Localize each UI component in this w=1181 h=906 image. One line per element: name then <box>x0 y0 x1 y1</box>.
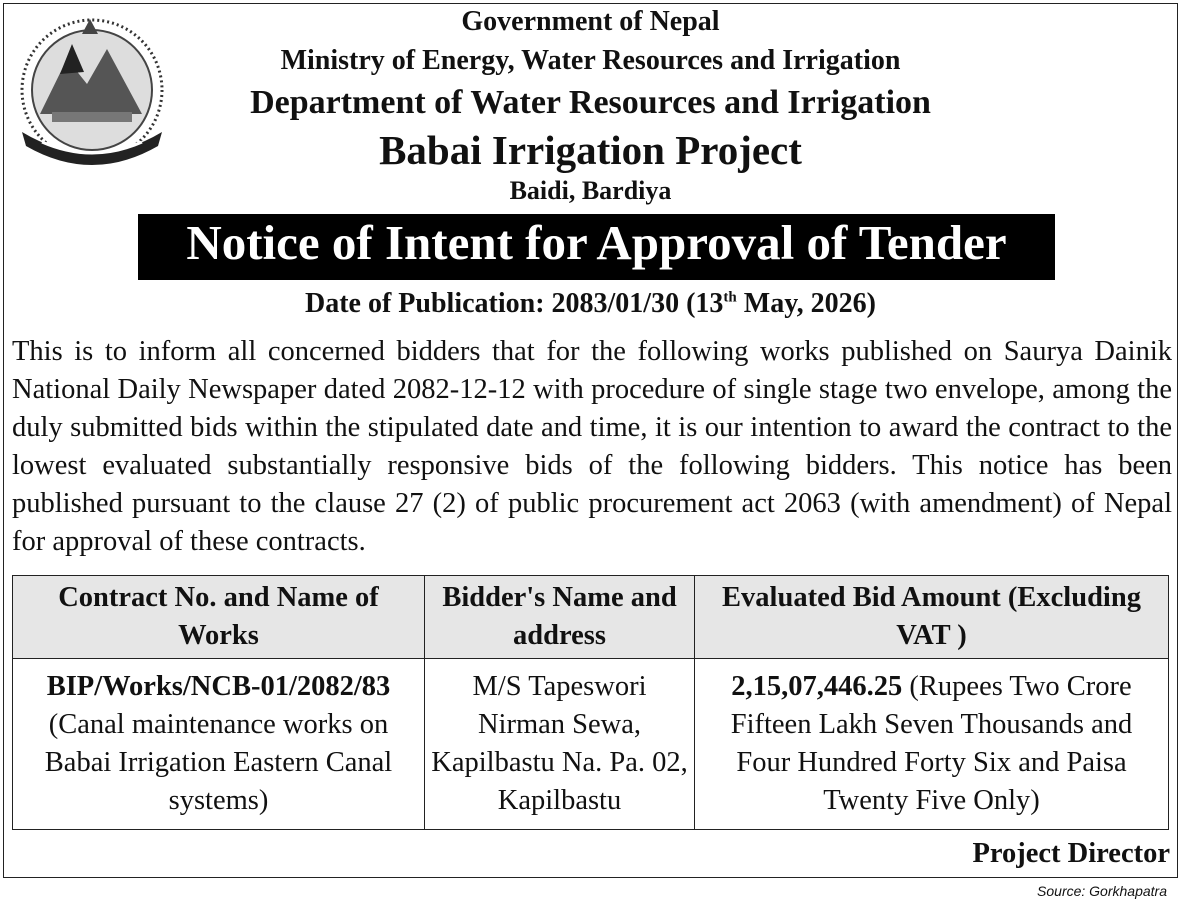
column-header-bidder: Bidder's Name and address <box>425 576 695 659</box>
table-row <box>13 659 1169 830</box>
works-description: (Canal maintenance works on Babai Irrigation Eastern Canal systems) <box>44 709 393 816</box>
ministry-heading: Ministry of Energy, Water Resources and Irrigation <box>280 45 901 76</box>
publication-date-suffix: May, 2026) <box>736 288 876 319</box>
bid-amount: 2,15,07,446.25 <box>731 671 903 702</box>
project-heading: Babai Irrigation Project <box>379 127 802 173</box>
location-heading: Baidi, Bardiya <box>509 176 672 205</box>
signature: Project Director <box>972 838 1170 869</box>
notice-title-banner: Notice of Intent for Approval of Tender <box>138 214 1055 280</box>
source-credit: Source: Gorkhapatra <box>1037 883 1167 899</box>
contract-cell <box>13 659 425 830</box>
notice-body: This is to inform all concerned bidders that for the following works published on Saurya Dainik National Daily Newspaper dated 2082-12-12 with procedure of single stage two envelope, among the duly submitted bids within the stipulated date and time, it is our intention to award the contract to the lowest evaluated substantially responsive bids of the following bidders. This notice has been published pursuant to the clause 27 (2) of public procurement act 2063 (with amendment) of Nepal for approval of these contracts. <box>12 336 1172 557</box>
publication-date <box>0 288 1181 320</box>
bid-amount-words: (Rupees Two Crore Fifteen Lakh Seven Thousands and Four Hundred Forty Six and Paisa Twenty Five Only) <box>730 671 1133 816</box>
publication-date-ordinal: th <box>723 289 737 306</box>
column-header-amount: Evaluated Bid Amount (Excluding VAT ) <box>695 576 1169 659</box>
contract-number: BIP/Works/NCB-01/2082/83 <box>46 671 391 702</box>
department-heading: Department of Water Resources and Irrigation <box>250 84 931 121</box>
bidder-cell: M/S Tapeswori Nirman Sewa, Kapilbastu Na. Pa. 02, Kapilbastu <box>425 659 695 830</box>
publication-date-prefix: Date of Publication: 2083/01/30 (13 <box>305 288 724 319</box>
amount-cell <box>695 659 1169 830</box>
table-header-row <box>13 576 1169 659</box>
government-heading: Government of Nepal <box>461 6 720 37</box>
tender-table <box>12 575 1169 830</box>
column-header-contract: Contract No. and Name of Works <box>13 576 425 659</box>
